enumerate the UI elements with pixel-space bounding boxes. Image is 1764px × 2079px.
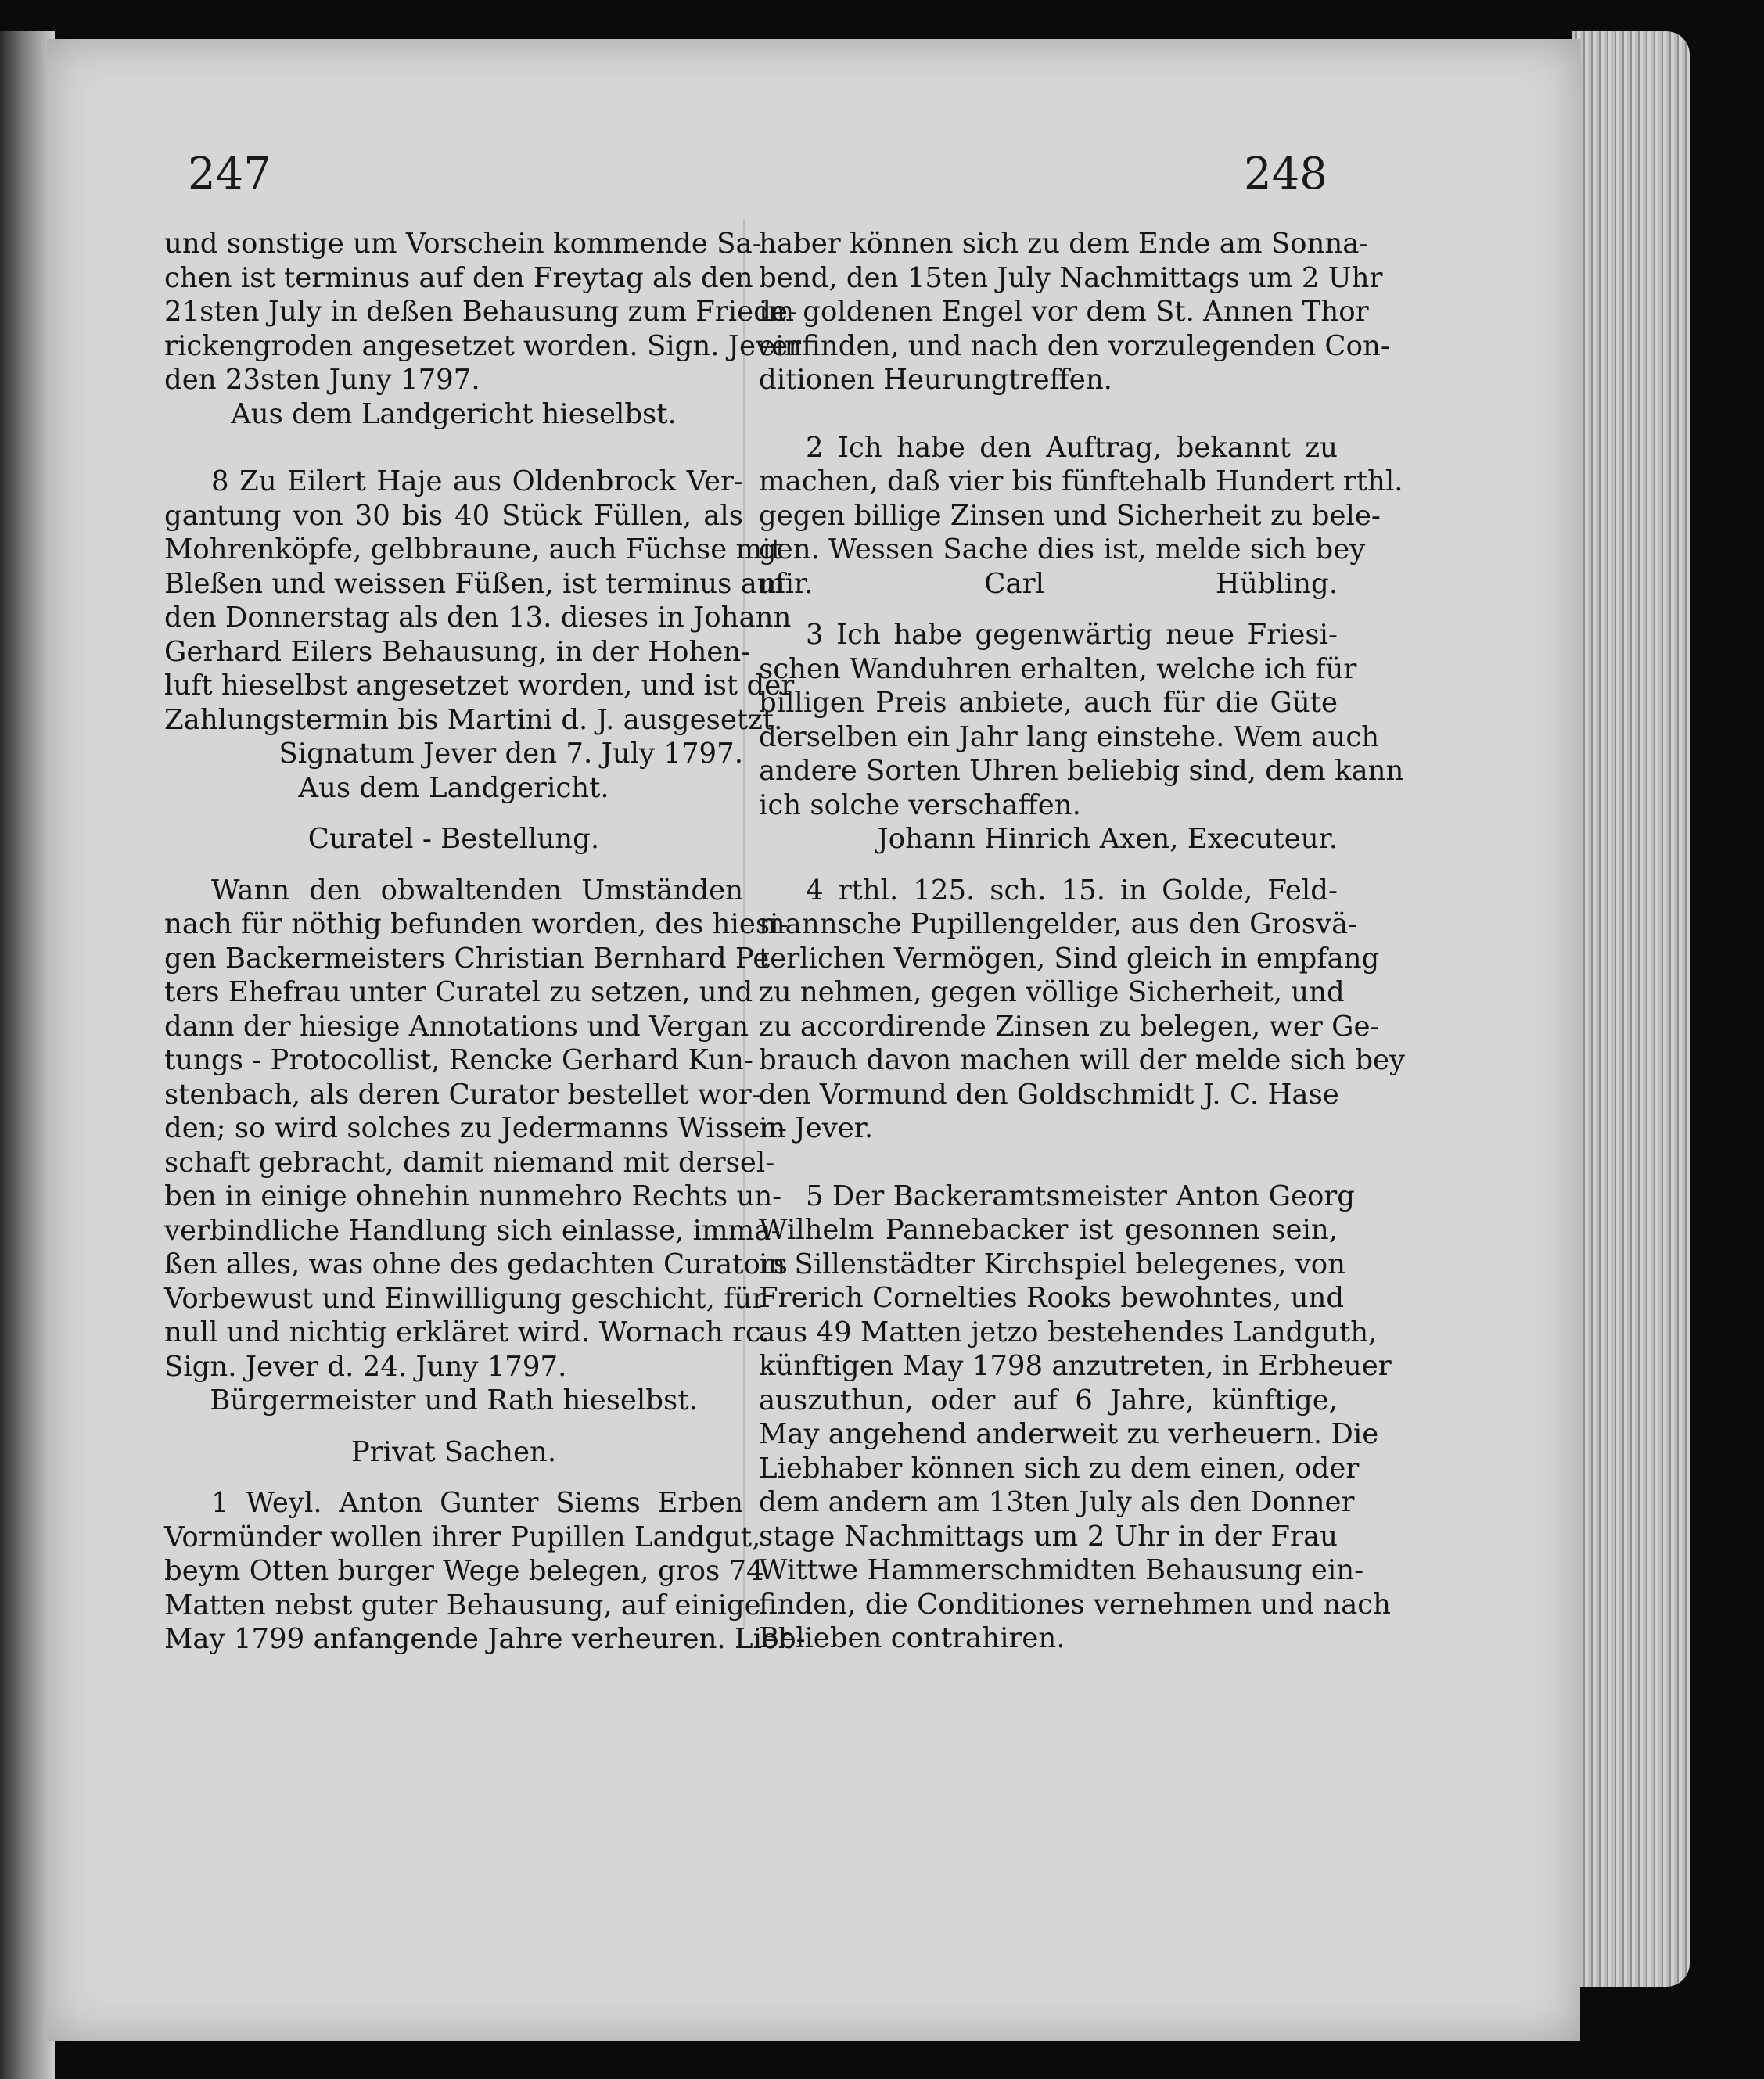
text-line: im goldenen Engel vor dem St. Annen Thor: [759, 296, 1369, 328]
text-line: den 23sten Juny 1797.: [164, 364, 480, 396]
text-line: 1 Weyl. Anton Gunter Siems Erben: [211, 1487, 743, 1519]
text-line: zu nehmen, gegen völlige Sicherheit, und: [759, 976, 1345, 1008]
text-line: null und nichtig erkläret wird. Wornach rc.: [164, 1316, 771, 1348]
text-line: [164, 1418, 743, 1435]
text-line: Aus dem Landgericht hieselbst.: [231, 397, 677, 430]
text-line: May angehend anderweit zu verheuern. Die: [759, 1418, 1379, 1450]
text-line: [164, 1469, 743, 1486]
text-line: 4 rthl. 125. sch. 15. in Golde, Feld-: [806, 874, 1338, 907]
text-line: ßen alles, was ohne des gedachten Curators: [164, 1248, 788, 1280]
text-line: den Vormund den Goldschmidt J. C. Hase: [759, 1078, 1339, 1111]
text-line: haber können sich zu dem Ende am Sonna-: [759, 228, 1369, 260]
text-line: ben in einige ohnehin nunmehro Rechts un-: [164, 1180, 782, 1212]
text-line: Gerhard Eilers Behausung, in der Hohen-: [164, 635, 751, 668]
text-line: billigen Preis anbiete, auch für die Güte: [759, 687, 1338, 719]
text-line: schaft gebracht, damit niemand mit dersel-: [164, 1146, 775, 1179]
text-line: terlichen Vermögen, Sind gleich in empfang: [759, 942, 1380, 975]
text-line: gen. Wessen Sache dies ist, melde sich bey: [759, 533, 1366, 566]
text-line: [759, 397, 1338, 431]
text-line: ich solche verschaffen.: [759, 788, 1081, 821]
text-line: 21sten July in deßen Behausung zum Friede-: [164, 296, 797, 328]
text-line: 3 Ich habe gegenwärtig neue Friesi-: [806, 619, 1338, 651]
text-line: in Sillenstädter Kirchspiel belegenes, von: [759, 1248, 1345, 1280]
text-line: May 1799 anfangende Jahre verheuren. Lieb-: [164, 1623, 806, 1655]
right-column: [759, 227, 1406, 1656]
text-line: gantung von 30 bis 40 Stück Füllen, als: [164, 499, 743, 532]
page-edges: [1572, 31, 1690, 1987]
text-line: Sign. Jever d. 24. Juny 1797.: [164, 1350, 567, 1383]
text-line: brauch davon machen will der melde sich bey: [759, 1044, 1406, 1076]
text-line: Vorbewust und Einwilligung geschicht, für: [164, 1282, 766, 1315]
text-line: Liebhaber können sich zu dem einen, oder: [759, 1452, 1360, 1485]
text-line: einfinden, und nach den vorzulegenden Con-: [759, 329, 1390, 362]
text-line: Privat Sachen.: [350, 1435, 557, 1468]
text-line: aus 49 Matten jetzo bestehendes Landguth,: [759, 1316, 1378, 1348]
text-line: und sonstige um Vorschein kommende Sa-: [164, 228, 762, 260]
text-line: 5 Der Backeramtsmeister Anton Georg: [806, 1180, 1356, 1212]
text-line: finden, die Conditiones vernehmen und nach: [759, 1588, 1392, 1621]
text-line: derselben ein Jahr lang einstehe. Wem auch: [759, 720, 1380, 753]
text-line: mir. Carl Hübling.: [759, 567, 1338, 600]
text-line: Wittwe Hammerschmidten Behausung ein-: [759, 1554, 1364, 1586]
text-line: [164, 805, 743, 822]
text-line: [759, 1146, 1338, 1180]
text-line: Vormünder wollen ihrer Pupillen Landgut,: [164, 1521, 761, 1553]
text-line: nach für nöthig befunden worden, des hiesi-: [164, 908, 789, 940]
text-line: gegen billige Zinsen und Sicherheit zu bele-: [759, 499, 1381, 532]
text-line: Johann Hinrich Axen, Executeur.: [877, 823, 1338, 855]
text-line: [164, 856, 743, 874]
text-line: ters Ehefrau unter Curatel zu setzen, und: [164, 976, 753, 1008]
text-line: mannsche Pupillengelder, aus den Grosvä-: [759, 908, 1358, 940]
text-line: auszuthun, oder auf 6 Jahre, künftige,: [759, 1384, 1338, 1417]
text-line: andere Sorten Uhren beliebig sind, dem kann: [759, 755, 1404, 787]
text-line: in Jever.: [759, 1112, 874, 1144]
text-line: verbindliche Handlung sich einlasse, imma-: [164, 1214, 781, 1247]
text-line: schen Wanduhren erhalten, welche ich für: [759, 652, 1357, 685]
text-line: stage Nachmittags um 2 Uhr in der Frau: [759, 1520, 1338, 1553]
text-line: 2 Ich habe den Auftrag, bekannt zu: [806, 431, 1338, 464]
column-divider: [743, 219, 745, 1627]
text-line: künftigen May 1798 anzutreten, in Erbheuer: [759, 1350, 1392, 1382]
text-line: [164, 431, 743, 465]
text-line: luft hieselbst angesetzet worden, und ist der: [164, 670, 795, 702]
text-line: Curatel - Bestellung.: [307, 823, 600, 855]
text-line: bend, den 15ten July Nachmittags um 2 Uhr: [759, 261, 1383, 294]
text-line: gen Backermeisters Christian Bernhard Pe-: [164, 942, 779, 975]
text-line: Wilhelm Pannebacker ist gesonnen sein,: [759, 1214, 1338, 1246]
text-line: 8 Zu Eilert Haje aus Oldenbrock Ver-: [211, 465, 743, 497]
text-line: ditionen Heurungtreffen.: [759, 364, 1112, 396]
text-line: dem andern am 13ten July als den Donner: [759, 1486, 1355, 1518]
scanned-page: [47, 39, 1580, 2041]
left-column: [164, 227, 806, 1657]
text-line: [759, 601, 1338, 618]
text-line: Mohrenköpfe, gelbbraune, auch Füchse mit: [164, 533, 782, 566]
text-line: zu accordirende Zinsen zu belegen, wer Ge-: [759, 1010, 1380, 1043]
text-line: tungs - Protocollist, Rencke Gerhard Kun-: [164, 1044, 753, 1076]
text-line: Frerich Cornelties Rooks bewohntes, und: [759, 1282, 1345, 1314]
text-line: Aus dem Landgericht.: [298, 771, 609, 804]
text-line: den Donnerstag als den 13. dieses in Johann: [164, 601, 792, 634]
text-line: chen ist terminus auf den Freytag als den: [164, 261, 753, 294]
text-line: Matten nebst guter Behausung, auf einige: [164, 1589, 761, 1621]
text-line: Bürgermeister und Rath hieselbst.: [210, 1384, 698, 1417]
text-line: stenbach, als deren Curator bestellet wor-: [164, 1078, 761, 1111]
page-number-left: 247: [188, 149, 271, 199]
text-line: Bleßen und weissen Füßen, ist terminus auf: [164, 567, 785, 600]
text-line: Signatum Jever den 7. July 1797.: [278, 738, 743, 770]
text-line: Belieben contrahiren.: [759, 1622, 1065, 1654]
text-line: rickengroden angesetzet worden. Sign. Jever: [164, 329, 802, 362]
text-line: dann der hiesige Annotations und Vergan: [164, 1010, 749, 1043]
text-line: machen, daß vier bis fünftehalb Hundert rthl.: [759, 465, 1403, 497]
text-line: Wann den obwaltenden Umständen: [211, 874, 743, 907]
text-line: [759, 856, 1338, 874]
text-line: den; so wird solches zu Jedermanns Wissen-: [164, 1112, 788, 1144]
page-number-right: 248: [1244, 149, 1327, 199]
text-line: Zahlungstermin bis Martini d. J. ausgesetzt.: [164, 703, 783, 736]
text-line: beym Otten burger Wege belegen, gros 74: [164, 1555, 764, 1587]
